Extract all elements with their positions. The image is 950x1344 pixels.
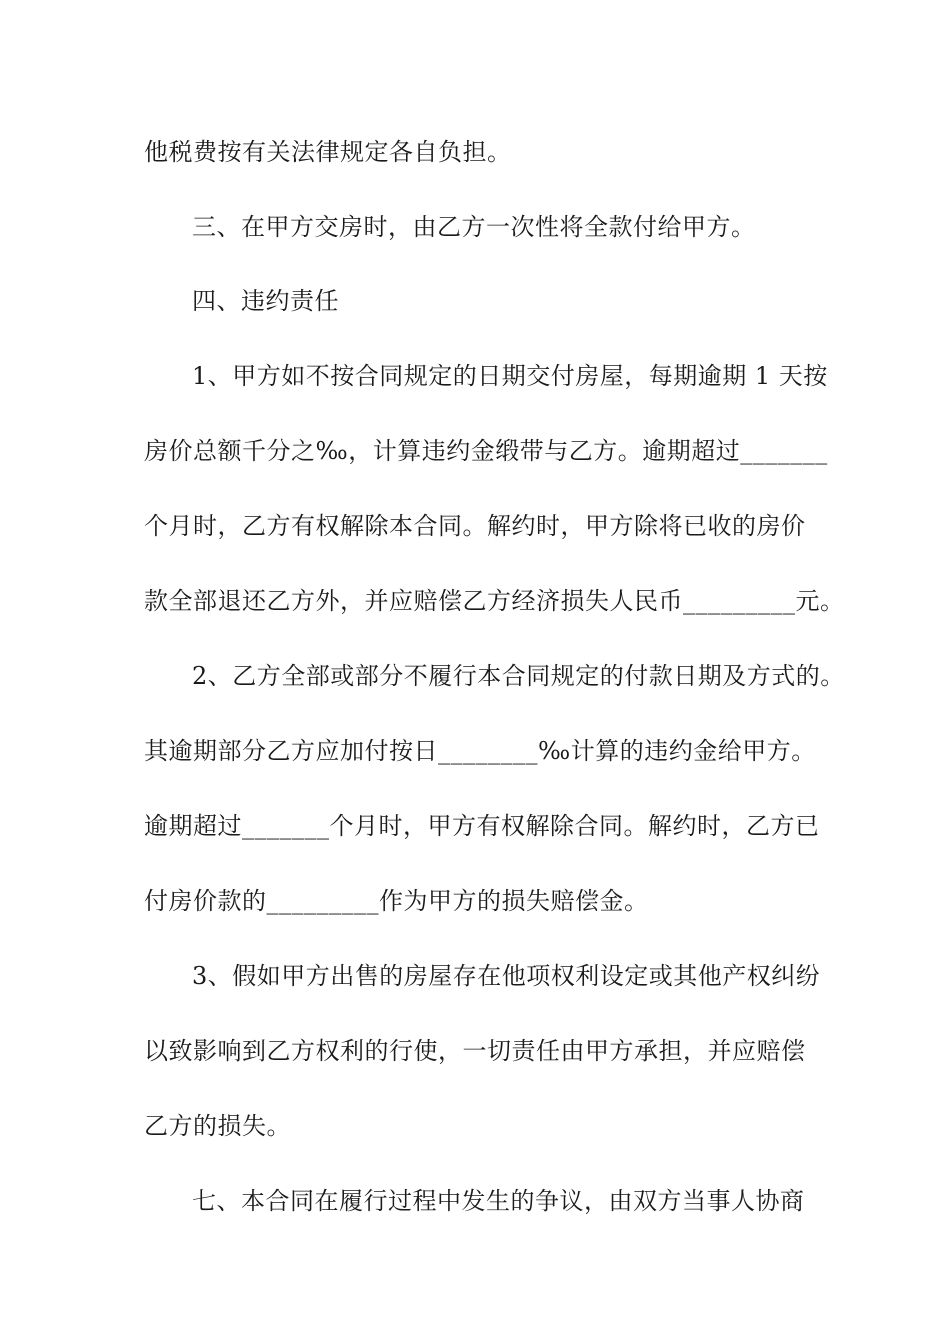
text-line-5: 房价总额千分之‰，计算违约金缎带与乙方。逾期超过_______ xyxy=(144,437,828,465)
text-line-10: 逾期超过_______个月时，甲方有权解除合同。解约时，乙方已 xyxy=(144,812,820,840)
section-heading-breach: 四、违约责任 xyxy=(192,287,339,315)
text-line-15: 七、本合同在履行过程中发生的争议，由双方当事人协商 xyxy=(192,1187,805,1215)
text-line-6: 个月时，乙方有权解除本合同。解约时，甲方除将已收的房价 xyxy=(144,512,806,540)
text-line-2: 三、在甲方交房时，由乙方一次性将全款付给甲方。 xyxy=(192,213,756,241)
text-line-13: 以致影响到乙方权利的行使，一切责任由甲方承担，并应赔偿 xyxy=(144,1037,806,1065)
text-line-8: 2、乙方全部或部分不履行本合同规定的付款日期及方式的。 xyxy=(192,662,845,690)
text-line-14: 乙方的损失。 xyxy=(144,1112,291,1140)
text-line-1: 他税费按有关法律规定各自负担。 xyxy=(144,138,512,166)
text-line-4: 1、甲方如不按合同规定的日期交付房屋，每期逾期 1 天按 xyxy=(192,362,828,390)
text-line-12: 3、假如甲方出售的房屋存在他项权利设定或其他产权纠纷 xyxy=(192,962,821,990)
text-line-11: 付房价款的_________作为甲方的损失赔偿金。 xyxy=(144,887,649,915)
text-line-7: 款全部退还乙方外，并应赔偿乙方经济损失人民币_________元。 xyxy=(144,587,845,615)
text-line-9: 其逾期部分乙方应加付按日________‰计算的违约金给甲方。 xyxy=(144,737,816,765)
